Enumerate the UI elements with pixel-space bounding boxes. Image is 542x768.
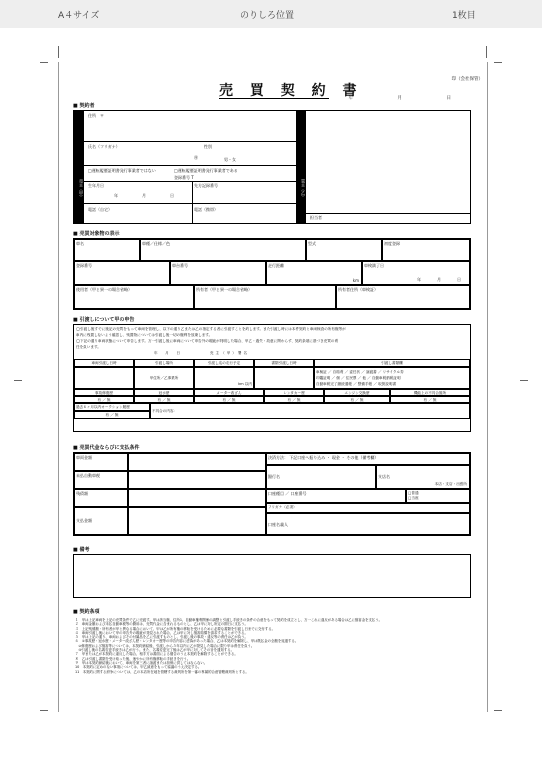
section-remarks: ■ 備考 [73,546,89,553]
term-item: ３ 上記残債額・所有者が甲と異なる場合において、甲は乙が所有権の移転を受けるために必要な書類を引渡し日までに交付する。 [75,626,275,631]
payment-method[interactable] [266,453,470,465]
payment-method-options: 下記口座へ振り込み ・ 現金 ・ その他（備考欄） [289,455,379,460]
paper-size-label: A４サイズ [58,11,100,21]
docs-date-cell[interactable] [254,367,314,389]
delivery-text-3: ◯下記の通り車両状態について申告します。万一引渡し後に車両について申告外の瑕疵が判明した場合、甲乙・過失・故意に関わらず、契約条項に基づき売買の責 [76,339,339,343]
vehicle-model-label: 車種／仕様／色 [142,241,170,246]
malfunction-yesno[interactable]: 有 ／ 無 [390,396,470,403]
auction-history-yesno[interactable]: 有 ／ 無 [74,411,150,419]
checkbox-not-issuer[interactable]: □運転履歴証明書発行事業者ではない [88,168,156,173]
buyer-label: 買主（乙） [296,111,306,223]
title-underline [219,98,329,99]
vehicle-model-cell[interactable] [140,239,306,261]
term-item: ２ 車両金額および未払自動車税等の費用は、売買代金に含まれるものとし、乙は甲に対し所定の期日に支払う。 [75,622,248,627]
crop-mark [486,46,487,58]
inspection-cell[interactable] [362,261,470,285]
payment-method-label: 決済方法： [268,455,288,460]
col-meter: メーター改ざん [194,389,264,396]
crop-mark [520,380,528,381]
term-item: ７ 甲または乙が本契約に違反した場合、相手方は書面による催告のうえ本契約を解除することができる。 [75,652,238,657]
loan-label: 残債額 [74,489,128,507]
term-item: ６ ①事故歴・冠水歴・メーター改ざん歴・レンタカー歴等の申告内容に虚偽があった場合、乙は本契約を解除し、甲は既払金の全額を返還する。 [75,639,299,644]
account-number[interactable]: 口座種目 ／ 口座番号 [266,489,406,503]
auction-history-label: 過去６ヶ月以内オークション履歴 [74,403,150,411]
defect-detail[interactable]: 不具合の内容： [150,403,470,419]
mileage-unit: km [352,278,359,283]
bank-name[interactable]: 銀行名 [266,465,376,489]
seller-gender-label: 性別 [204,144,212,149]
section-vehicle: ■ 売買対象物の表示 [73,230,119,237]
user-label: 使用者（甲と異一の場合省略） [76,287,132,292]
account-holder[interactable]: 口座名義人 [266,513,470,535]
tax-input[interactable] [128,471,266,489]
crop-mark [40,710,48,711]
delivery-text-1: ◯引渡し後すでに後記の売買をもって車両を管理し、以下の通り乙または乙の指定する者に引渡すことを約します。また引渡し時には本件契約と車両検査の所有権等が [76,327,346,331]
col-delivery-place: 引渡し場所 [134,359,194,367]
total-label: 支払金額 [74,507,128,535]
crop-mark [14,380,22,381]
crop-mark [494,710,502,711]
birthdate-value[interactable]: 年 月 日 [114,193,184,198]
vehicle-name-label: 車名 [76,241,84,246]
account-type[interactable]: □普通 □当座 [406,489,470,503]
sheet-number-label: 1枚目 [452,11,476,21]
checkbox-issuer[interactable]: □運転履歴証明書発行事業者である [174,168,238,173]
parties-table [73,110,471,224]
price-label: 車両金額 [74,453,128,471]
registration-number[interactable]: 登録番号 T [174,175,194,180]
vehicle-type-cell[interactable] [306,239,382,261]
owner-cell[interactable] [194,285,336,309]
owner-address-label: 所有者住所（車検証） [338,287,378,292]
crop-mark [40,62,48,63]
col-docs: 引渡し書類欄 [314,359,470,367]
contract-date: 年 月 日 [348,96,471,101]
tax-label: 未払自動車税 [74,471,128,489]
section-parties: ■ 契約者 [73,102,94,109]
remarks-box[interactable] [73,554,471,598]
branch-label: 支店名 [378,474,390,479]
chassis-label: 車台番号 [172,263,188,268]
inspection-label: 車検満了日 [364,263,384,268]
col-docs-date: 書類引渡し日時 [254,359,314,367]
phone-mobile-label: 電話（携帯） [194,207,218,212]
col-delivery-date: 車両引渡し日時 [74,359,134,367]
total-input[interactable] [128,507,266,535]
staff-label: 担当者 [310,215,322,220]
term-item: ８ 乙は引渡し書類を受け取った後、速やかに所有権移転の手続きを行う。 [75,656,191,661]
seller-address-label: 住所 〒 [88,113,104,118]
term-item: ４ 車両引渡し後において甲の申告外の瑕疵が発見された場合、乙は甲に対し損害賠償を請求することができる。 [75,630,248,635]
term-item: ③引渡し後の名義変更手続きは乙が行う。また、名義変更完了後は乙が甲に対してその旨を通知する。 [75,648,235,653]
vehicle-table [73,238,471,310]
term-item: 11 本契約に関する紛争については、乙の本店所在地を管轄する裁判所を第一審の専属的合意管轄裁判所とする。 [75,669,249,674]
planned-mileage-cell[interactable]: km 以内 [194,367,254,389]
term-item: 10 本契約に定めのない事項については、甲乙誠意をもって協議のうえ決定する。 [75,665,202,670]
delivery-text-2: 車内に残置しないよう確認し、残置物については引渡し後一切の権利を放棄します。 [76,333,213,337]
meter-yesno[interactable]: 有 ／ 無 [194,396,264,403]
owner-address-cell[interactable] [336,285,470,309]
stamp-label: 印（会社保管） [451,77,483,82]
col-planned-mileage: 引渡し迄の走行予定 [194,359,254,367]
col-accident: 事故修復歴 [74,389,134,396]
engine-yesno[interactable]: 有 ／ 無 [324,396,390,403]
phone-home-label: 電話（自宅） [88,207,112,212]
owner-label: 所有者（甲と異一の場合省略） [196,287,252,292]
col-engine: エンジン交換歴 [324,389,390,396]
crop-mark [58,46,59,58]
section-delivery: ■ 引渡しについて甲の申告 [73,316,134,323]
gender-options[interactable]: 男・女 [224,157,236,162]
term-item: ②修復歴および損害等については、本契約締結後、引渡しから５年以内に乙が発見した場合に限り甲は責任を負う。 [75,643,255,648]
rental-yesno[interactable]: 有 ／ 無 [264,396,324,403]
accident-yesno[interactable]: 有 ／ 無 [74,396,134,403]
term-item: ９ 甲は本契約締結後において、車両を第三者に譲渡または担保に供してはならない。 [75,660,208,665]
first-reg-label: 初度登録 [384,241,400,246]
section-payment: ■ 売買代金ならびに支払条件 [73,444,139,451]
col-malfunction: 機能上の不具合箇所 [390,389,470,396]
docs-cell[interactable]: 車検証 ／ 自賠責 ／ 委任状 ／ 譲渡書 ／ リサイクル券 印鑑証明 ／ 個 ／ 住民票 ／ 他 ／ 自動車税納税証明 自動車税完了継続通帳 ／ 整備手帳 ／ 取扱説明書 [314,367,470,389]
payment-table [73,452,471,536]
mileage-cell[interactable] [266,261,362,285]
delivery-place-cell[interactable]: 甲住所／乙事業所 [134,367,194,389]
col-flood: 冠水歴 [134,389,194,396]
vehicle-name-cell[interactable] [74,239,140,261]
glue-margin-label: のりしろ位置 [240,11,295,21]
holder-kana[interactable]: フリガナ（必須） [266,503,470,513]
delivery-table [73,324,471,432]
crop-mark [494,62,502,63]
terms-list [75,618,487,674]
seller-signature-line[interactable]: 年 月 日 売主（甲）署名 [154,351,250,355]
inspection-date: 年 月 日 [417,277,467,282]
birthdate-label: 生年月日 [88,183,104,188]
delivery-date-cell[interactable] [74,367,134,389]
document-title: 売 買 契 約 書 [219,83,363,99]
seller-label: 売主（甲） [74,111,84,223]
loan-input[interactable] [128,489,266,507]
chassis-cell[interactable] [170,261,266,285]
reg-no-label: 登録番号 [76,263,92,268]
term-item: １ 甲は上記車両を上記の売買条件で乙に売渡す。甲は該当権、住所1、自動車権利関係の調整と引渡し手続きの条件の合意をもって契約を成立とし、万一これに違反がある場合は乙に損害金を支払う。 [75,618,383,622]
first-reg-cell[interactable] [382,239,470,261]
section-terms: ■ 契約条項 [73,608,99,615]
delivery-text-4: 任を負います。 [76,345,101,349]
contact-label: 先方記録番号 [194,183,218,188]
branch-name[interactable] [376,465,470,489]
seal-mark: ㊞ [194,155,198,160]
seller-name-label: 氏名（フリガナ） [88,144,120,149]
branch-types: 本店・支店・出張所 [434,482,467,486]
mileage-label: 走行距離 [268,263,284,268]
contract-page [58,62,488,712]
col-rental: レンタカー歴 [264,389,324,396]
vehicle-type-label: 型式 [308,241,316,246]
reg-no-cell[interactable] [74,261,170,285]
term-item: ５ 甲は上記の通り、車両およびその付属品を乙に引渡すものとし、引渡し後の事故・違反等の責任は乙が負う。 [75,635,248,640]
page-header [0,0,542,28]
flood-yesno[interactable]: 有 ／ 無 [134,396,194,403]
price-input[interactable] [128,453,266,471]
user-cell[interactable] [74,285,194,309]
